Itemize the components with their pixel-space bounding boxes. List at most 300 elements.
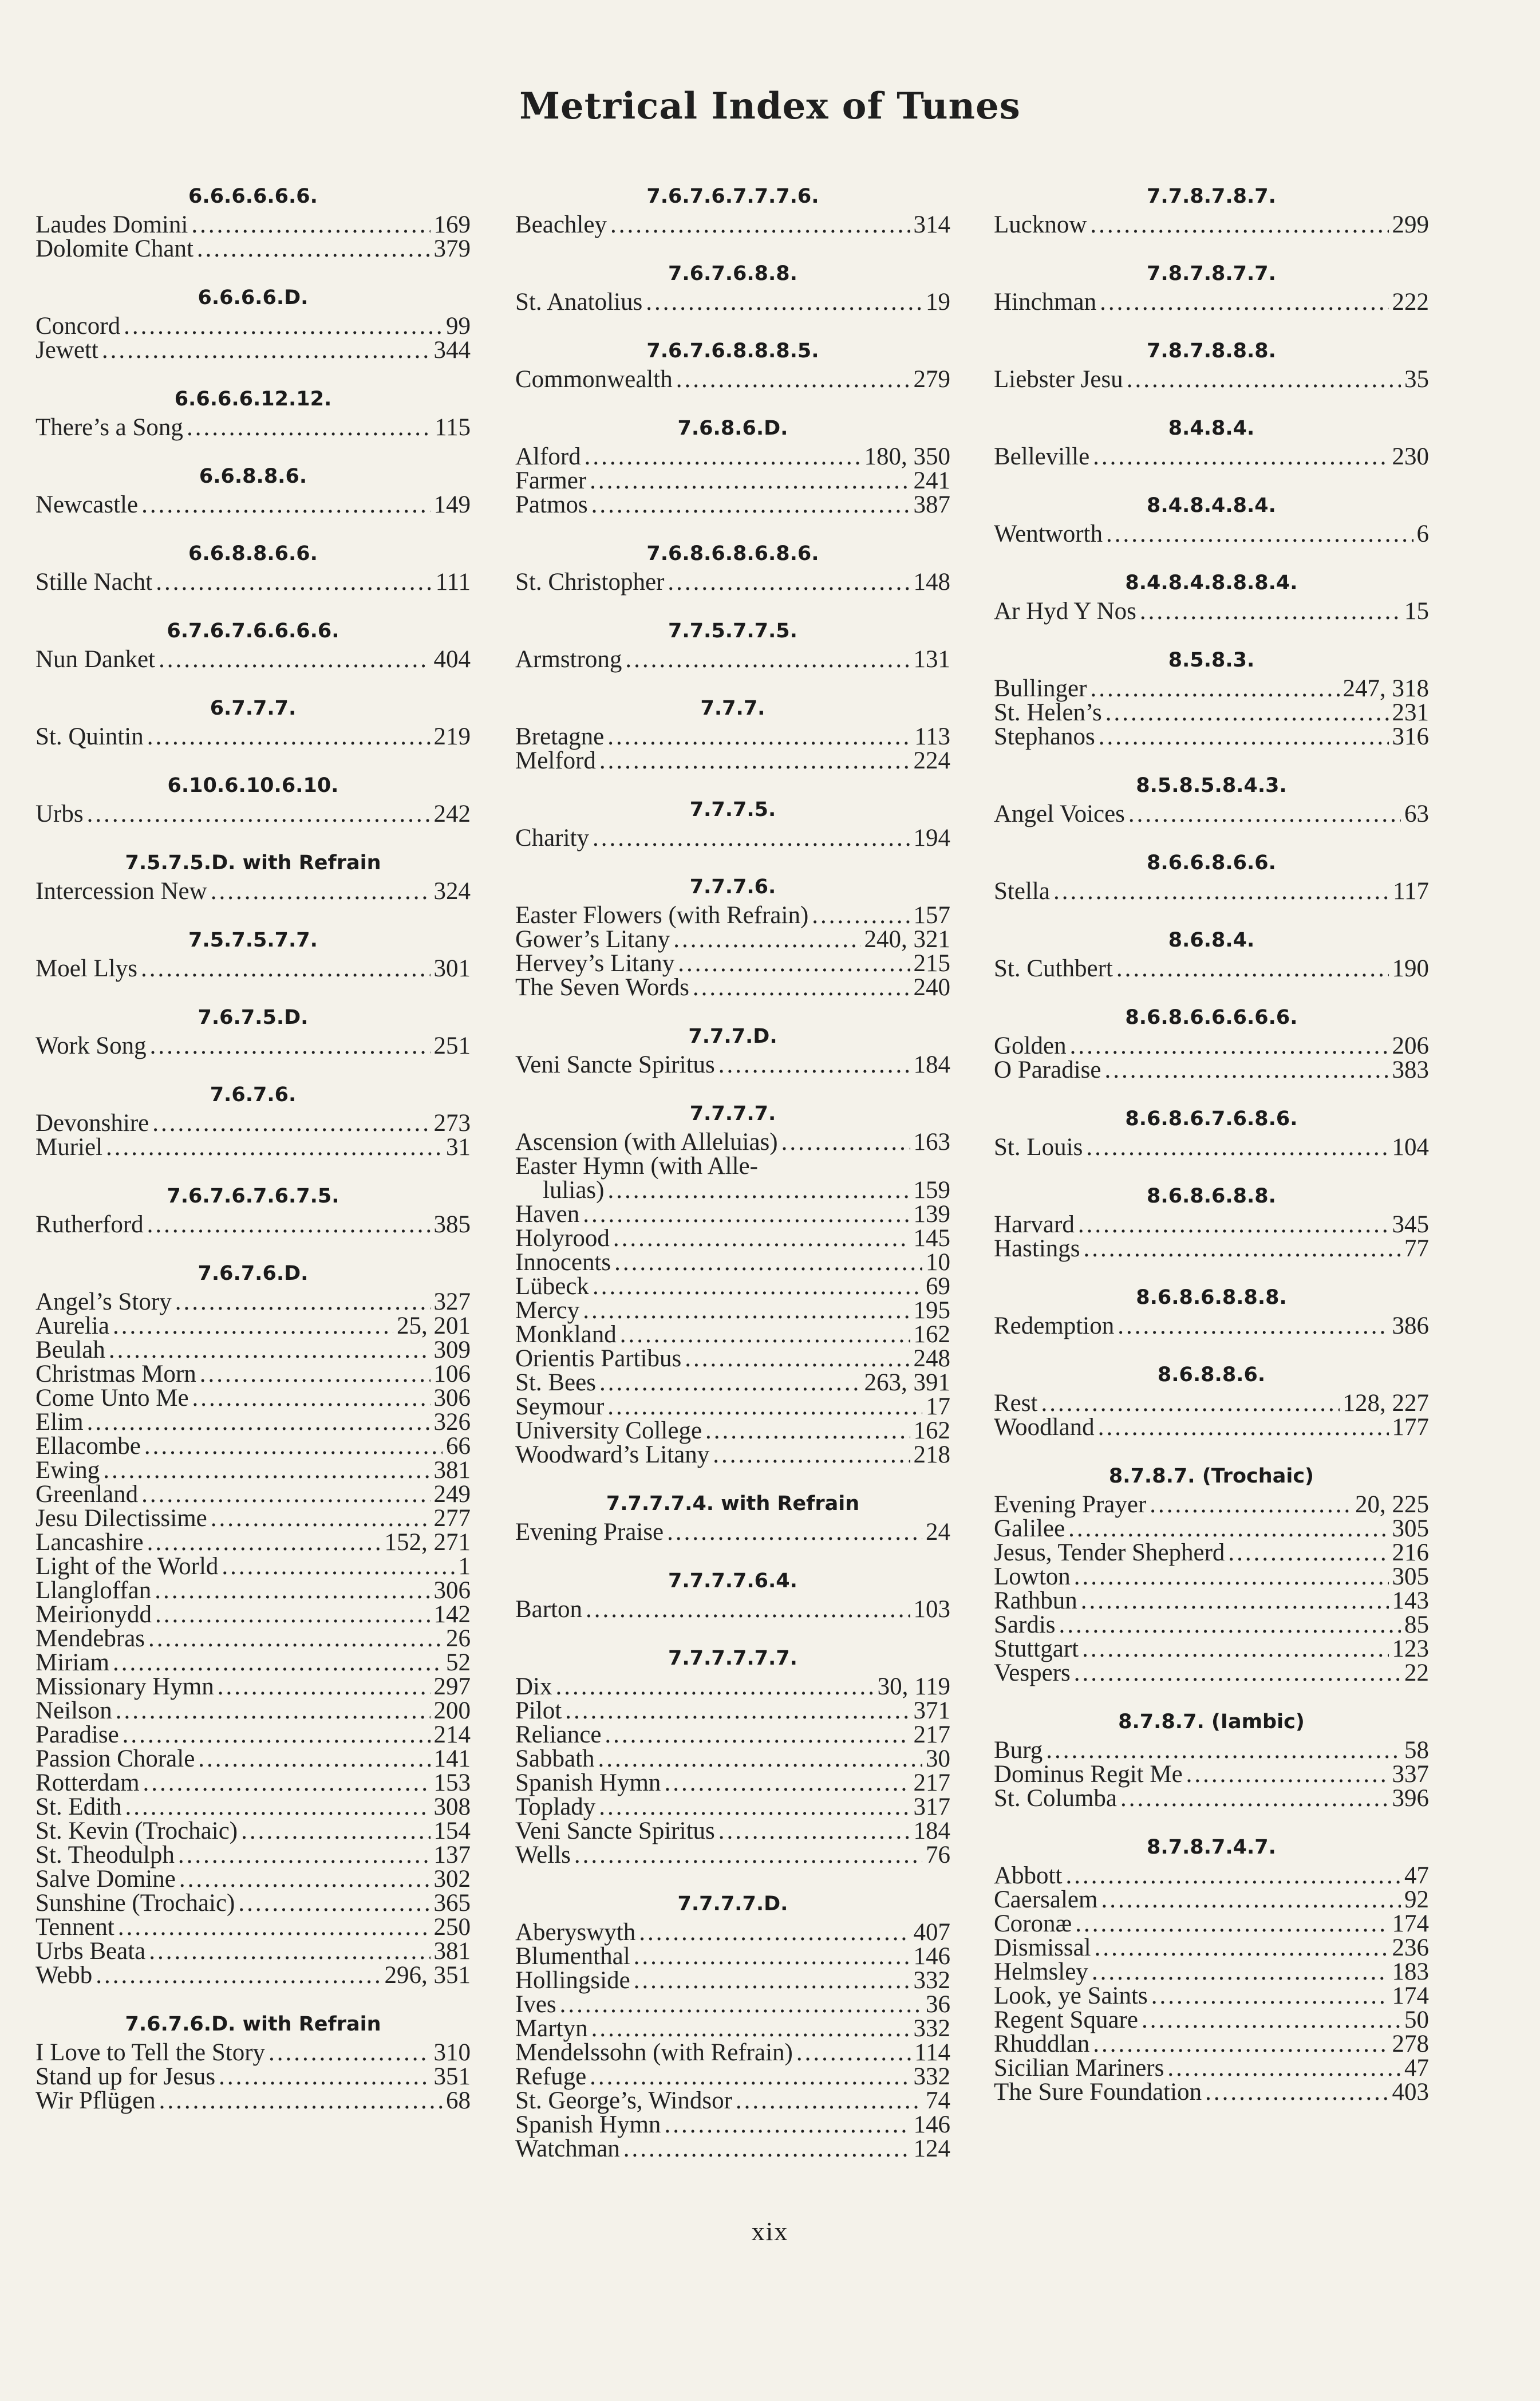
hymn-number: 306 — [433, 1577, 471, 1604]
tune-entry — [35, 416, 471, 440]
tune-name: Evening Prayer — [994, 1491, 1147, 1518]
hymn-number: 216 — [1392, 1539, 1429, 1566]
tune-entry — [35, 880, 471, 904]
tune-name: Jesu Dilectissime — [35, 1505, 207, 1532]
meter-heading: 7.7.7.5. — [689, 798, 776, 821]
meter-section — [515, 1099, 950, 1467]
dot-leader — [1053, 880, 1389, 904]
dot-leader — [685, 1347, 910, 1371]
dot-leader — [1074, 1565, 1389, 1589]
tune-name: St. Anatolius — [515, 289, 643, 316]
dot-leader — [150, 1034, 431, 1058]
meter-section — [994, 849, 1429, 904]
tune-name: Golden — [994, 1032, 1067, 1059]
hymn-number: 30 — [926, 1745, 950, 1772]
meter-heading: 6.6.8.8.6.6. — [188, 542, 318, 565]
dot-leader — [583, 1299, 910, 1323]
hymn-number: 273 — [433, 1110, 471, 1137]
tune-name: Ascension (with Alleluias) — [515, 1129, 778, 1156]
tune-name: Gower’s Litany — [515, 926, 670, 953]
tune-entry — [35, 957, 471, 981]
meter-heading: 7.6.7.6.D. with Refrain — [125, 2013, 381, 2036]
dot-leader — [667, 1520, 922, 1544]
tune-entry — [994, 1613, 1429, 1637]
hymn-number: 332 — [913, 2015, 950, 2042]
tune-name: Missionary Hymn — [35, 1673, 214, 1700]
tune-name: Webb — [35, 1962, 93, 1989]
tune-entry — [35, 237, 471, 261]
tune-entry — [35, 1314, 471, 1338]
hymn-number: 124 — [913, 2135, 950, 2162]
meter-heading: 6.10.6.10.6.10. — [167, 774, 339, 797]
tune-entry — [515, 826, 950, 850]
tune-entry — [35, 338, 471, 362]
hymn-number: 317 — [913, 1793, 950, 1820]
dot-leader — [219, 2065, 430, 2089]
tune-name: Lübeck — [515, 1273, 589, 1300]
tune-name: Dolomite Chant — [35, 235, 194, 262]
tune-name: Laudes Domini — [35, 211, 188, 238]
hymn-number: 326 — [433, 1409, 471, 1436]
meter-heading: 7.6.8.6.8.6.8.6. — [646, 542, 819, 565]
tune-entry — [515, 2041, 950, 2065]
hymn-number: 381 — [433, 1938, 471, 1965]
hymn-number: 128, 227 — [1342, 1390, 1429, 1417]
meter-heading: 6.7.7.7. — [210, 697, 297, 720]
tune-entry — [35, 1627, 471, 1651]
dot-leader — [1116, 957, 1389, 981]
tune-entry — [994, 1517, 1429, 1541]
tune-name: Muriel — [35, 1134, 103, 1161]
hymn-number: 35 — [1404, 366, 1429, 393]
dot-leader — [781, 1130, 910, 1154]
dot-leader — [222, 1555, 455, 1579]
tune-entry — [35, 1723, 471, 1747]
hymn-number: 68 — [446, 2087, 471, 2114]
hymn-number: 169 — [433, 211, 471, 238]
tune-name: Helmsley — [994, 1958, 1088, 1985]
meter-section — [994, 491, 1429, 546]
dot-leader — [191, 213, 430, 237]
dot-leader — [574, 1843, 922, 1867]
hymn-number: 77 — [1404, 1235, 1429, 1262]
tune-name: Bullinger — [994, 675, 1087, 702]
dot-leader — [192, 1386, 431, 1410]
meter-section — [515, 337, 950, 392]
hymn-number: 139 — [913, 1201, 950, 1228]
dot-leader — [1081, 1589, 1389, 1613]
tune-name: Jewett — [35, 337, 98, 364]
tune-name: Armstrong — [515, 646, 622, 673]
tune-entry — [515, 2065, 950, 2089]
tune-entry — [515, 1347, 950, 1371]
tune-entry — [515, 648, 950, 672]
tune-name: St. Theodulph — [35, 1842, 175, 1868]
tune-name: Rhuddlan — [994, 2031, 1090, 2057]
hymn-number: 31 — [446, 1134, 471, 1161]
meter-section — [994, 1105, 1429, 1160]
tune-entry — [994, 1391, 1429, 1416]
hymn-number: 184 — [913, 1817, 950, 1844]
tune-name: Easter Hymn (with Alle- — [515, 1153, 758, 1180]
tune-name: Christmas Morn — [35, 1361, 196, 1387]
meter-section — [994, 926, 1429, 981]
tune-name: Regent Square — [994, 2006, 1138, 2033]
hymn-number: 26 — [446, 1625, 471, 1652]
meter-heading: 7.8.7.8.7.7. — [1147, 262, 1276, 285]
tune-name: Coronæ — [994, 1910, 1072, 1937]
tune-entry — [35, 493, 471, 517]
dot-leader — [1090, 677, 1339, 701]
hymn-number: 332 — [913, 1967, 950, 1994]
hymn-number: 308 — [433, 1793, 471, 1820]
meter-section — [515, 414, 950, 517]
tune-name: Rathbun — [994, 1587, 1077, 1614]
tune-name: Come Unto Me — [35, 1385, 189, 1412]
tune-name: Caersalem — [994, 1886, 1098, 1913]
meter-section — [35, 2010, 471, 2113]
dot-leader — [812, 904, 910, 928]
tune-entry — [35, 1579, 471, 1603]
dot-leader — [155, 1603, 430, 1627]
tune-name: St. Christopher — [515, 569, 665, 596]
dot-leader — [1075, 1912, 1388, 1936]
tune-name: lulias) — [543, 1177, 605, 1204]
hymn-number: 148 — [913, 569, 950, 596]
hymn-number: 92 — [1404, 1886, 1429, 1913]
tune-name: Stand up for Jesus — [35, 2063, 216, 2090]
hymn-number: 69 — [926, 1273, 950, 1300]
tune-name: Aberyswyth — [515, 1919, 636, 1946]
hymn-number: 337 — [1392, 1761, 1429, 1788]
dot-leader — [736, 2089, 922, 2113]
hymn-number: 305 — [1392, 1515, 1429, 1542]
hymn-number: 47 — [1404, 2055, 1429, 2081]
tune-entry — [994, 1058, 1429, 1082]
tune-name: Abbott — [994, 1862, 1063, 1889]
tune-name: Ives — [515, 1991, 556, 2018]
tune-entry — [994, 880, 1429, 904]
tune-entry — [994, 1936, 1429, 1960]
hymn-number: 383 — [1392, 1056, 1429, 1083]
tune-name: Stella — [994, 878, 1050, 905]
hymn-number: 123 — [1392, 1635, 1429, 1662]
dot-leader — [1106, 522, 1413, 546]
tune-entry — [515, 1598, 950, 1622]
tune-entry — [515, 2089, 950, 2113]
tune-name: Beachley — [515, 211, 607, 238]
meter-heading: 7.7.7.7.6.4. — [668, 1570, 797, 1592]
tune-entry — [35, 1867, 471, 1891]
tune-name: Harvard — [994, 1211, 1075, 1238]
dot-leader — [178, 1843, 431, 1867]
meter-heading: 7.7.7.6. — [689, 876, 776, 898]
tune-entry — [515, 1299, 950, 1323]
tune-name: Sicilian Mariners — [994, 2055, 1164, 2081]
hymn-number: 231 — [1392, 699, 1429, 726]
dot-leader — [1099, 725, 1389, 749]
tune-entry — [35, 2089, 471, 2113]
tune-entry — [35, 802, 471, 826]
tune-entry — [994, 368, 1429, 392]
hymn-number: 403 — [1392, 2079, 1429, 2106]
tune-entry — [994, 1034, 1429, 1058]
dot-leader — [1093, 445, 1388, 469]
meter-heading: 7.6.7.6.8.8. — [668, 262, 797, 285]
meter-heading: 7.7.7.7.D. — [677, 1893, 788, 1915]
tune-name: Sabbath — [515, 1745, 595, 1772]
dot-leader — [623, 2137, 910, 2161]
meter-section — [35, 926, 471, 981]
tune-name: Mendelssohn (with Refrain) — [515, 2039, 793, 2066]
page-title: Metrical Index of Tunes — [519, 85, 1021, 128]
hymn-number: 240, 321 — [864, 926, 950, 953]
dot-leader — [155, 1579, 430, 1603]
meter-heading: 6.6.6.6.12.12. — [174, 388, 332, 411]
meter-heading: 7.7.7.7. — [689, 1102, 776, 1125]
tune-name: Nun Danket — [35, 646, 155, 673]
tune-entry — [35, 725, 471, 749]
tune-entry — [35, 1795, 471, 1819]
hymn-number: 299 — [1392, 211, 1429, 238]
dot-leader — [664, 1771, 910, 1795]
tune-name: Rotterdam — [35, 1769, 140, 1796]
hymn-number: 386 — [1392, 1312, 1429, 1339]
dot-leader — [591, 493, 910, 517]
tune-entry — [515, 976, 950, 1000]
meter-section — [994, 569, 1429, 624]
tune-name: Neilson — [35, 1697, 112, 1724]
hymn-number: 103 — [913, 1596, 950, 1623]
page-number: xix — [751, 2217, 789, 2246]
hymn-number: 309 — [433, 1336, 471, 1363]
dot-leader — [109, 1338, 431, 1362]
meter-section — [515, 795, 950, 850]
tune-entry — [994, 725, 1429, 749]
tune-entry — [515, 1178, 950, 1203]
hymn-number: 115 — [435, 414, 471, 441]
hymn-number: 314 — [913, 211, 950, 238]
dot-leader — [179, 1867, 431, 1891]
tune-name: Dominus Regit Me — [994, 1761, 1183, 1788]
hymn-number: 174 — [1392, 1982, 1429, 2009]
meter-section — [515, 539, 950, 594]
tune-name: Tennent — [35, 1914, 114, 1941]
meter-section — [35, 1182, 471, 1237]
hymn-number: 296, 351 — [384, 1962, 471, 1989]
meter-heading: 7.5.7.5.7.7. — [188, 929, 318, 952]
tune-name: Haven — [515, 1201, 580, 1228]
tune-name: Monkland — [515, 1321, 617, 1348]
tune-entry — [515, 2137, 950, 2161]
tune-entry — [994, 1416, 1429, 1440]
meter-heading: 8.4.8.4.8.4. — [1147, 494, 1276, 517]
dot-leader — [693, 976, 910, 1000]
dot-leader — [1065, 1864, 1401, 1888]
hymn-number: 145 — [913, 1225, 950, 1252]
tune-name: Devonshire — [35, 1110, 149, 1137]
tune-entry — [515, 749, 950, 773]
dot-leader — [586, 1598, 910, 1622]
tune-entry — [35, 1136, 471, 1160]
dot-leader — [156, 570, 432, 594]
tune-entry — [515, 1053, 950, 1077]
dot-leader — [218, 1675, 431, 1699]
hymn-number: 332 — [913, 2063, 950, 2090]
tune-entry — [515, 1443, 950, 1467]
tune-name: St. Bees — [515, 1369, 596, 1396]
meter-heading: 8.6.8.6.8.8.8. — [1136, 1286, 1287, 1309]
tune-entry — [515, 493, 950, 517]
dot-leader — [1118, 1314, 1388, 1338]
tune-name: Elim — [35, 1409, 84, 1436]
meter-heading: 7.6.7.6.7.7.7.6. — [646, 185, 819, 208]
tune-entry — [35, 648, 471, 672]
tune-name: The Sure Foundation — [994, 2079, 1202, 2106]
tune-entry — [515, 368, 950, 392]
dot-leader — [593, 826, 910, 850]
tune-name: Seymour — [515, 1393, 605, 1420]
dot-leader — [1142, 2008, 1401, 2032]
tune-name: Intercession New — [35, 878, 207, 905]
tune-entry — [35, 1651, 471, 1675]
tune-entry — [35, 570, 471, 594]
hymn-number: 248 — [913, 1345, 950, 1372]
hymn-number: 327 — [433, 1288, 471, 1315]
hymn-number: 279 — [913, 366, 950, 393]
tune-name: Light of the World — [35, 1553, 219, 1580]
tune-entry — [515, 2113, 950, 2137]
dot-leader — [676, 368, 910, 392]
hymn-number: 174 — [1392, 1910, 1429, 1937]
dot-leader — [614, 1251, 922, 1275]
dot-leader — [1105, 701, 1389, 725]
dot-leader — [598, 1747, 922, 1771]
hymn-number: 50 — [1404, 2006, 1429, 2033]
meter-section — [994, 337, 1429, 392]
hymn-number: 30, 119 — [877, 1673, 950, 1700]
dot-leader — [113, 1314, 393, 1338]
hymn-number: 66 — [446, 1433, 471, 1460]
meter-heading: 6.6.6.6.D. — [198, 286, 309, 309]
tune-name: Pilot — [515, 1697, 562, 1724]
tune-entry — [515, 1993, 950, 2017]
meter-section — [515, 1890, 950, 2161]
hymn-number: 113 — [914, 723, 950, 750]
index-column-3 — [994, 182, 1429, 2127]
hymn-number: 206 — [1392, 1032, 1429, 1059]
meter-section — [994, 1361, 1429, 1440]
tune-entry — [35, 1213, 471, 1237]
tune-entry — [994, 1541, 1429, 1565]
tune-entry — [994, 1213, 1429, 1237]
tune-entry — [515, 1520, 950, 1544]
dot-leader — [664, 2113, 910, 2137]
tune-entry — [994, 1787, 1429, 1811]
tune-name: Aurelia — [35, 1312, 109, 1339]
hymn-number: 218 — [913, 1441, 950, 1468]
meter-section — [515, 617, 950, 672]
tune-entry — [35, 1483, 471, 1507]
hymn-number: 63 — [1404, 801, 1429, 827]
hymn-number: 302 — [433, 1866, 471, 1893]
tune-entry — [35, 1675, 471, 1699]
hymn-number: 85 — [1404, 1611, 1429, 1638]
tune-name: Galilee — [994, 1515, 1065, 1542]
meter-section — [994, 1833, 1429, 2104]
meter-section — [35, 283, 471, 362]
tune-name: Urbs — [35, 801, 84, 827]
dot-leader — [87, 1410, 431, 1434]
hymn-number: 324 — [433, 878, 471, 905]
tune-name: St. Louis — [994, 1134, 1083, 1161]
hymn-number: 111 — [435, 569, 471, 596]
hymn-number: 19 — [926, 289, 950, 316]
dot-leader — [87, 802, 431, 826]
dot-leader — [106, 1136, 443, 1160]
dot-leader — [1059, 1613, 1401, 1637]
dot-leader — [148, 1627, 443, 1651]
hymn-number: 345 — [1392, 1211, 1429, 1238]
hymn-number: 157 — [913, 902, 950, 929]
meter-heading: 7.6.7.6. — [210, 1083, 297, 1106]
dot-leader — [1186, 1763, 1389, 1787]
tune-entry — [515, 1251, 950, 1275]
meter-heading: 8.6.8.8.6. — [1157, 1363, 1266, 1386]
meter-heading: 8.6.8.6.7.6.8.6. — [1125, 1107, 1298, 1130]
dot-leader — [607, 1395, 922, 1419]
meter-heading: 7.7.7. — [700, 697, 765, 720]
tune-entry — [994, 1314, 1429, 1338]
tune-entry — [515, 904, 950, 928]
tune-entry — [35, 1111, 471, 1136]
hymn-number: 305 — [1392, 1563, 1429, 1590]
tune-entry — [994, 1661, 1429, 1685]
hymn-number: 240 — [913, 974, 950, 1001]
dot-leader — [610, 213, 910, 237]
tune-name: Angel’s Story — [35, 1288, 172, 1315]
dot-leader — [124, 314, 443, 338]
meter-section — [35, 1259, 471, 1988]
tune-entry — [35, 1603, 471, 1627]
dot-leader — [1100, 290, 1388, 314]
tune-name: Burg — [994, 1737, 1043, 1764]
dot-leader — [590, 469, 910, 493]
tune-entry — [515, 1795, 950, 1819]
meter-section — [515, 694, 950, 773]
dot-leader — [141, 1483, 430, 1507]
meter-section — [515, 1644, 950, 1867]
hymn-number: 247, 318 — [1342, 675, 1429, 702]
tune-name: St. Columba — [994, 1785, 1118, 1812]
tune-entry — [515, 725, 950, 749]
dot-leader — [113, 1651, 443, 1675]
tune-entry — [994, 445, 1429, 469]
meter-heading: 7.6.7.6.8.8.8.5. — [646, 340, 819, 362]
dot-leader — [198, 1747, 430, 1771]
tune-name: Work Song — [35, 1032, 147, 1059]
dot-leader — [620, 1323, 910, 1347]
dot-leader — [116, 1699, 431, 1723]
tune-entry — [35, 314, 471, 338]
tune-name: Vespers — [994, 1659, 1071, 1686]
dot-leader — [613, 1227, 910, 1251]
meter-section — [994, 1283, 1429, 1338]
dot-leader — [634, 1969, 910, 1993]
tune-entry — [35, 1458, 471, 1483]
hymn-number: 180, 350 — [864, 443, 950, 470]
hymn-number: 301 — [433, 955, 471, 982]
